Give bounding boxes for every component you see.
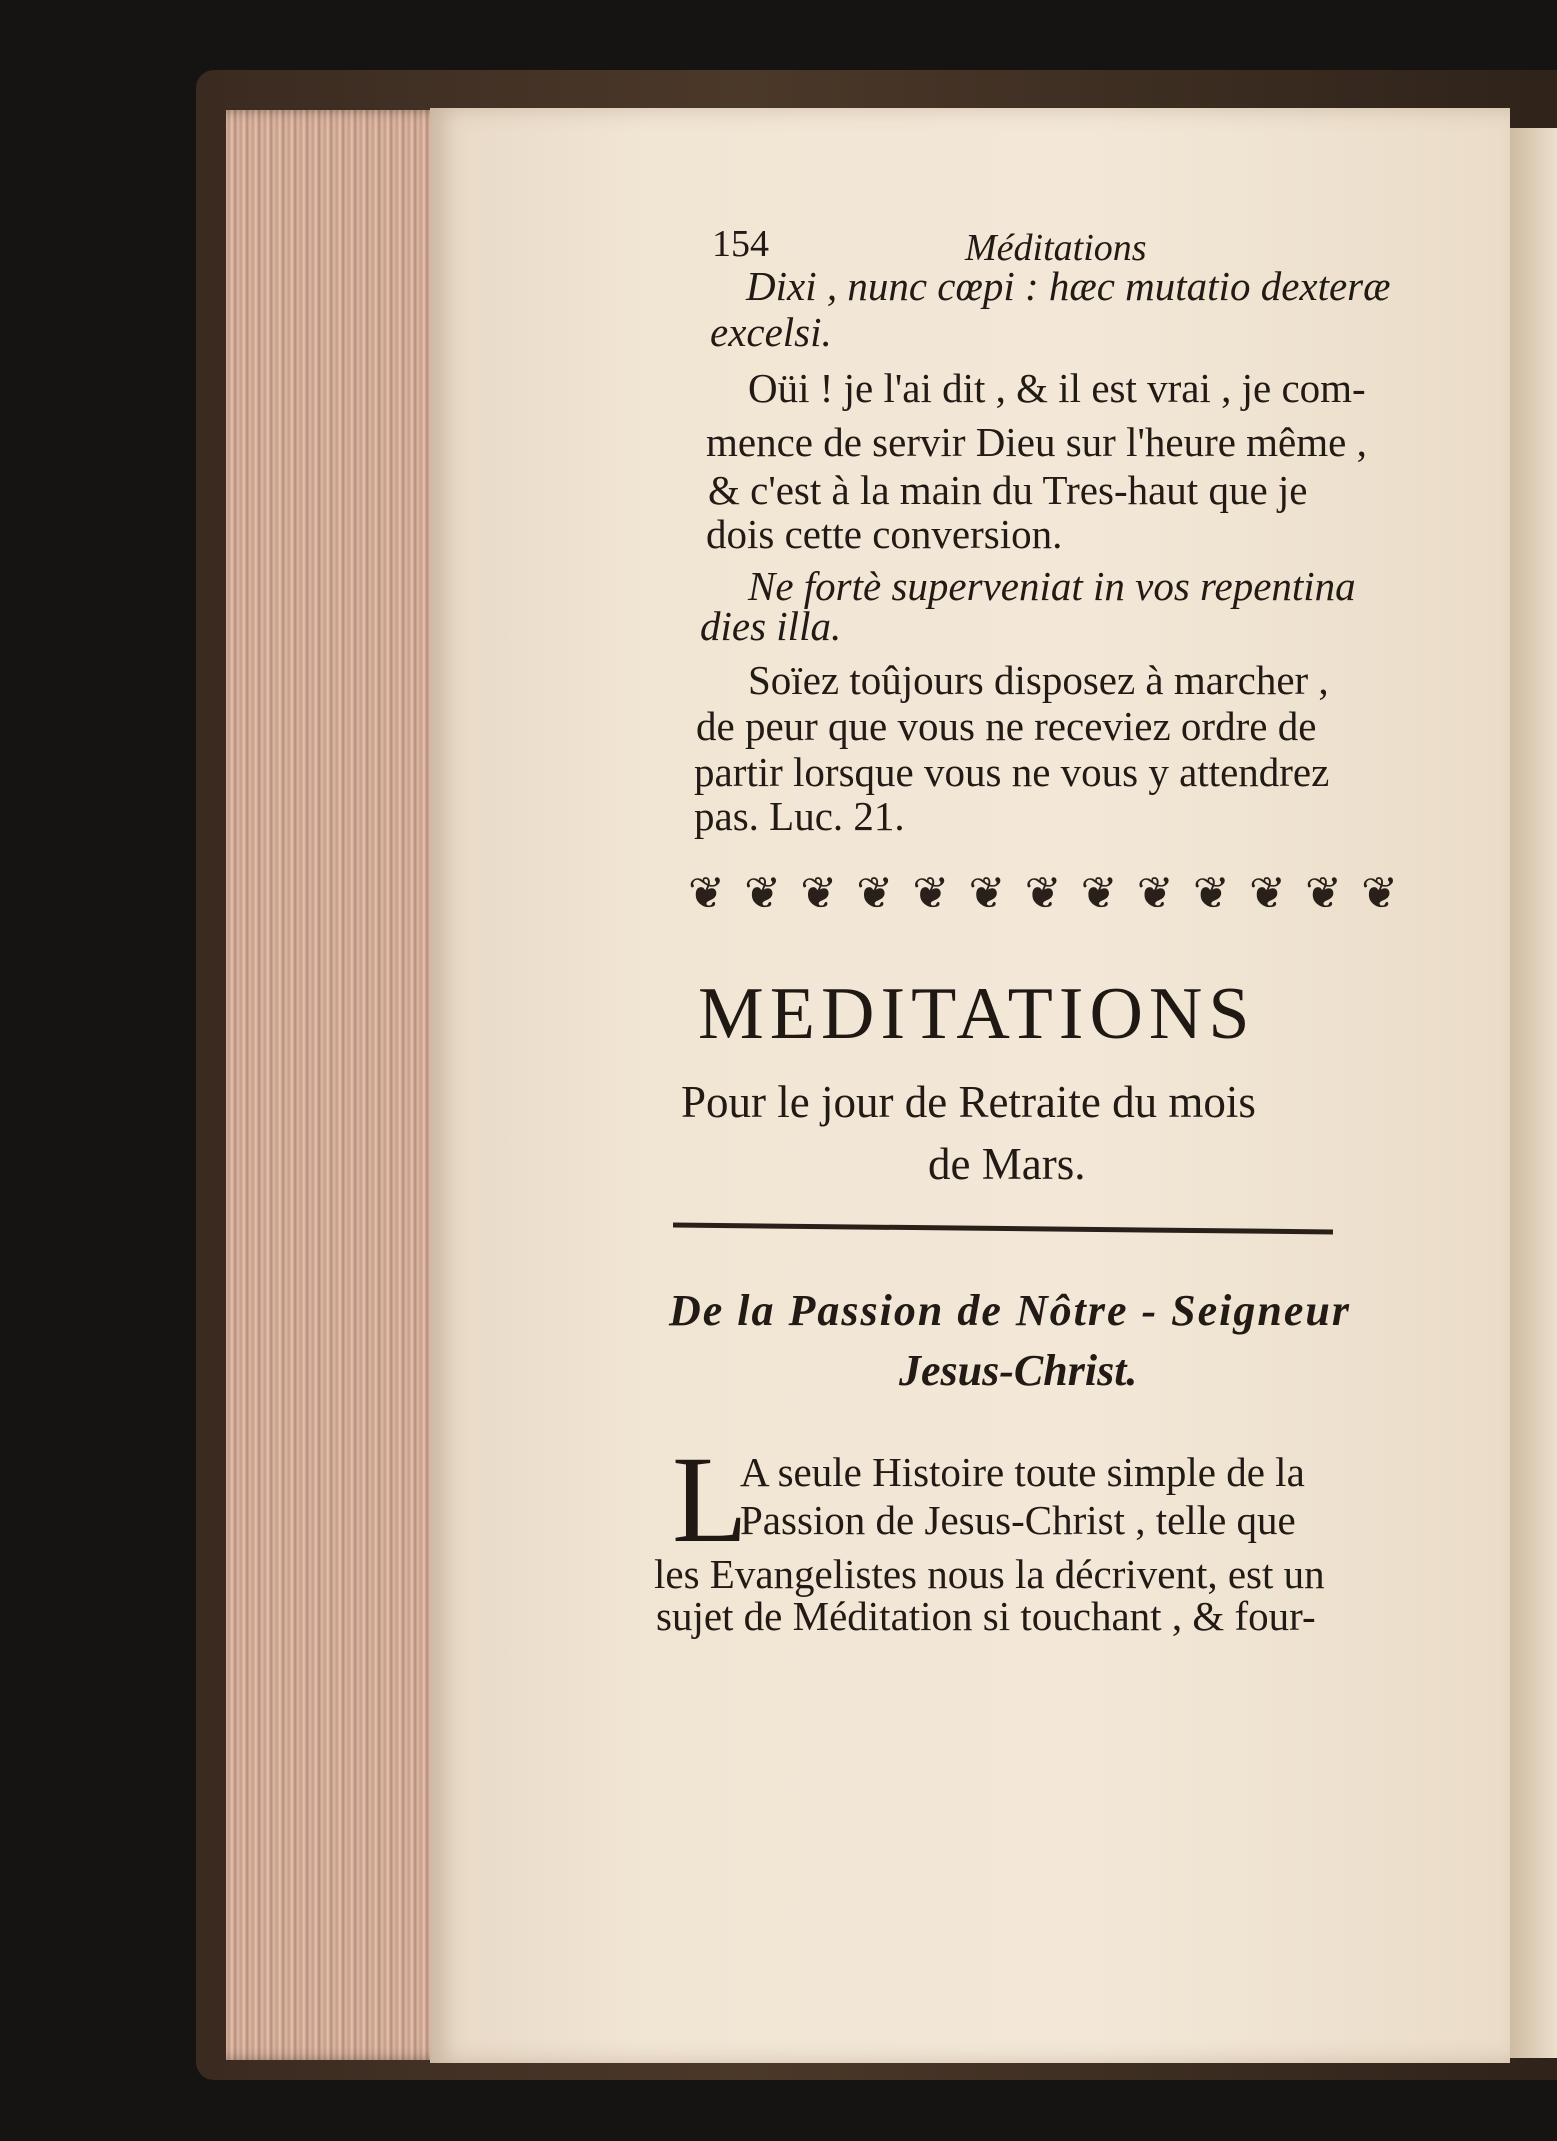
body-line: & c'est à la main du Tres-haut que je xyxy=(708,467,1308,513)
ornament-glyph: ❦ xyxy=(744,868,781,919)
paragraph-line: A seule Histoire toute simple de la xyxy=(740,1449,1305,1495)
body-line: Oüi ! je l'ai dit , & il est vrai , je com- xyxy=(748,365,1366,411)
body-line: partir lorsque vous ne vous y attendrez xyxy=(694,749,1330,795)
ornament-glyph: ❦ xyxy=(1361,868,1398,919)
drop-cap: L xyxy=(672,1431,748,1568)
body-line: excelsi. xyxy=(710,309,832,355)
body-line: pas. Luc. 21. xyxy=(694,793,905,839)
body-line: Ne fortè superveniat in vos repentina xyxy=(748,563,1356,609)
chapter-subtitle: de Mars. xyxy=(928,1139,1086,1189)
body-line: de peur que vous ne receviez ordre de xyxy=(696,703,1317,749)
ornament-glyph: ❦ xyxy=(1024,868,1062,919)
paragraph-line: les Evangelistes nous la décrivent, est un xyxy=(654,1551,1325,1597)
paragraph-line: Passion de Jesus-Christ , telle que xyxy=(740,1497,1296,1543)
chapter-subtitle: Pour le jour de Retraite du mois xyxy=(681,1077,1256,1127)
facing-page-edge xyxy=(1505,128,1557,2058)
chapter-title: MEDITATIONS xyxy=(698,973,1256,1055)
body-line: mence de servir Dieu sur l'heure même , xyxy=(706,419,1367,465)
paragraph-line: sujet de Méditation si touchant , & four- xyxy=(656,1593,1316,1639)
page-number: 154 xyxy=(712,223,769,265)
ornament-glyph: ❦ xyxy=(688,868,725,919)
body-line: dois cette conversion. xyxy=(706,511,1063,557)
body-line: Dixi , nunc cœpi : hæc mutatio dexteræ xyxy=(746,263,1391,309)
ornament-glyph: ❦ xyxy=(1305,868,1342,919)
ornament-glyph: ❦ xyxy=(968,868,1006,919)
ornament-glyph: ❦ xyxy=(1192,868,1230,919)
ornament-glyph: ❦ xyxy=(912,868,950,919)
ornament-glyph: ❦ xyxy=(1080,868,1118,919)
section-heading: Jesus-Christ. xyxy=(899,1346,1138,1395)
section-heading: De la Passion de Nôtre - Seigneur xyxy=(669,1286,1351,1335)
ornament-glyph: ❦ xyxy=(856,868,894,919)
ornament-band xyxy=(688,868,1398,920)
ornament-glyph: ❦ xyxy=(800,868,838,919)
body-line: Soïez toûjours disposez à marcher , xyxy=(748,657,1329,703)
ornament-glyph: ❦ xyxy=(1136,868,1174,919)
running-head: Méditations xyxy=(965,227,1147,269)
body-line: dies illa. xyxy=(700,603,842,649)
ornament-glyph: ❦ xyxy=(1248,868,1286,919)
